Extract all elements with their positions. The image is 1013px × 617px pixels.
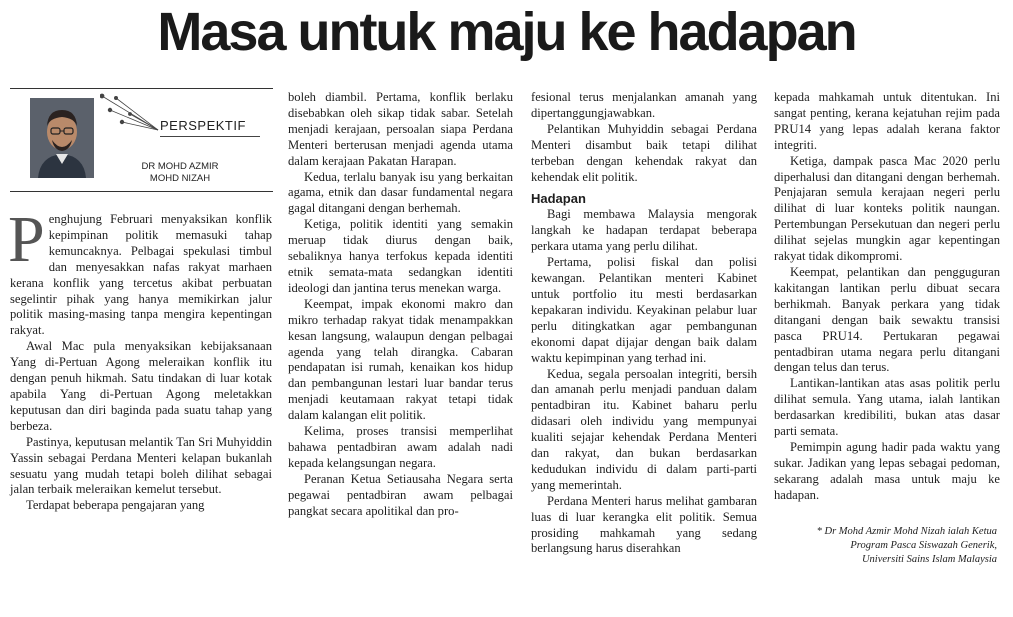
author-credit (770, 525, 997, 567)
author-photo (30, 98, 94, 178)
article-column-2 (288, 90, 513, 519)
paragraph: Bagi membawa Malaysia mengorak langkah ke hadapan terdapat beberapa perkara utama yang perlu dilihat. (531, 207, 757, 254)
paragraph: kepada mahkamah untuk ditentukan. Ini sangat penting, kerana kejatuhan rejim pada PRU14 yang lepas adalah kerana faktor integriti. (774, 90, 1000, 152)
paragraph: Kedua, segala persoalan integriti, bersih dan amanah perlu menjadi panduan dalam pentadbiran itu. Kabinet baharu perlu didasari oleh individu yang mempunyai kualiti sejajar kehendak Perdana Menteri dan rakyat, dan bukan berdasarkan kedudukan individu di dalam parti-parti yang memerintah. (531, 366, 757, 492)
drop-cap: P (8, 203, 45, 276)
headline: Masa untuk maju ke hadapan (157, 2, 856, 62)
paragraph: enghujung Februari menyaksikan konflik kepimpinan politik memasuki tahap kemuncaknya. Pelbagai spekulasi timbul dan menyesakkan nafas rakyat marhaen kerana konflik yang tercetus akibat perbuatan segelintir pihak yang hanya memikirkan jalur politik masing-masing tanpa mengira kepentingan rakyat. (10, 212, 272, 338)
paragraph: Pelantikan Muhyiddin sebagai Perdana Menteri disambut baik tetapi dilihat terbeban dengan kehendak rakyat dan kehendak elit politik. (531, 121, 757, 184)
paragraph: Kedua, terlalu banyak isu yang berkaitan agama, etnik dan dasar fundamental negara gagal ditangani dengan berhemah. (288, 169, 513, 216)
paragraph: fesional terus menjalankan amanah yang dipertanggungjawabkan. (531, 90, 757, 120)
credit-line: Program Pasca Siswazah Generik, (850, 540, 997, 551)
subheading: Hadapan (531, 191, 586, 207)
paragraph: Ketiga, politik identiti yang semakin meruap tidak diurus dengan baik, sebaliknya hanya terfokus kepada identiti etnik semata-mata sedangkan identiti ideologi dan jantina terus menekan warga. (288, 217, 513, 295)
credit-line: Universiti Sains Islam Malaysia (861, 554, 997, 565)
column-header-box (10, 88, 273, 192)
article-column-3 (531, 90, 757, 557)
column-label: PERSPEKTIF (160, 118, 246, 133)
paragraph: Terdapat beberapa pengajaran yang (26, 498, 205, 513)
paragraph: Kelima, proses transisi memperlihat bahawa pentadbiran awam adalah nadi kepada kelangsungan negara. (288, 424, 513, 470)
paragraph: Keempat, impak ekonomi makro dan mikro terhadap rakyat tidak menampakkan kesan langsung, walaupun dengan pelbagai agenda yang telah dirangka. Cabaran pendapatan isi rumah, kenaikan kos hidup dan pembangunan lestari luar bandar terus menjadi keutamaan rakyat tetapi tidak dalam kalangan elit politik. (288, 296, 513, 423)
paragraph: boleh diambil. Pertama, konflik berlaku disebabkan oleh sikap tidak sabar. Setelah menjadi kerajaan, persoalan siapa Perdana Menteri berterusan menjadi agenda utama dalam kerajaan Pakatan Harapan. (288, 90, 513, 168)
paragraph: Pemimpin agung hadir pada waktu yang sukar. Jadikan yang lepas sebagai pedoman, sekarang adalah masa untuk maju ke hadapan. (774, 439, 1000, 502)
author-name-line2: MOHD NIZAH (149, 173, 211, 184)
paragraph: Keempat, pelantikan dan pengguguran kakitangan lantikan perlu dibuat secara berhikmah. Banyak perkara yang tidak ditangani dengan baik sewaktu transisi pasca PRU14. Pertukaran pegawai pentadbiran utama negara perlu ditangani dengan telus dan terus. (774, 264, 1000, 375)
label-rule (160, 136, 260, 137)
author-name-line1: DR MOHD AZMIR (141, 161, 219, 172)
paragraph: Peranan Ketua Setiausaha Negara serta pegawai pentadbiran awam pelbagai pangkat secara apolitikal dan pro- (288, 471, 513, 518)
article-column-1 (8, 203, 272, 514)
author-byline (130, 161, 230, 185)
paragraph: Ketiga, dampak pasca Mac 2020 perlu diperhalusi dan ditangani dengan berhemah. Penjajaran semula kerajaan negeri perlu dilihat di luar konteks politik naungan. Pertembungan Persekutuan dan negeri perlu dilihat sejelas mungkin agar kepentingan rakyat tidak dikompromi. (774, 153, 1000, 264)
bottom-rule (10, 191, 273, 192)
paragraph: Perdana Menteri harus melihat gambaran luas di luar kerangka elit politik. Semua prosiding mahkamah yang sedang berlangsung harus diserahkan (531, 493, 757, 556)
paragraph: Pastinya, keputusan melantik Tan Sri Muhyiddin Yassin sebagai Perdana Menteri kelapan bukanlah sesuatu yang mudah tetapi boleh dilihat sebagai jalan terbaik meleraikan kemelut tersebut. (10, 434, 272, 497)
credit-line: * Dr Mohd Azmir Mohd Nizah ialah Ketua (816, 526, 997, 537)
paragraph: Pertama, polisi fiskal dan polisi kewangan. Pelantikan menteri Kabinet untuk portfolio itu mesti berdasarkan kepakaran individu. Keyakinan pelabur luar perlu ditingkatkan agar pembangunan ekonomi dapat dijajar dengan baik dalam waktu kepimpinan yang terhad ini. (531, 255, 757, 365)
paragraph: Lantikan-lantikan atas asas politik perlu dilihat semula. Yang utama, ialah lantikan berdasarkan kredibiliti, bukan atas dasar parti semata. (774, 376, 1000, 439)
paragraph: Awal Mac pula menyaksikan kebijaksanaan Yang di-Pertuan Agong meleraikan konflik itu dengan penuh hikmah. Satu tindakan di luar kotak apabila Yang di-Pertuan Agong meletakkan keputusan dan diri baginda pada suatu tahap yang berbeza. (10, 339, 272, 433)
article-column-4 (774, 90, 1000, 504)
top-rule (10, 88, 273, 89)
